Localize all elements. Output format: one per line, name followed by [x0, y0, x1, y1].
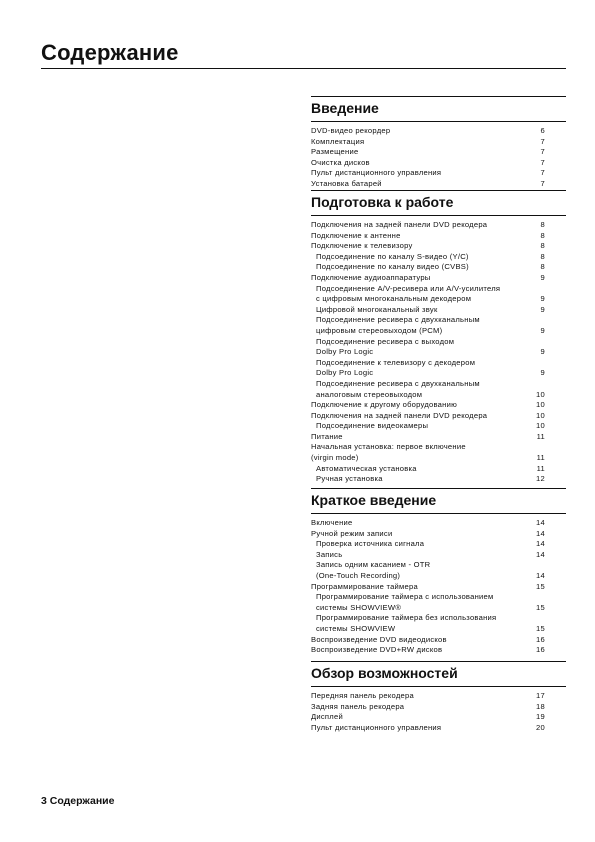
toc-entry-title: Подключение к антенне	[311, 230, 401, 240]
toc-entry-page: 14	[536, 549, 545, 559]
toc-entry-title: Пульт дистанционного управления	[311, 722, 442, 732]
toc-entry-page: 16	[536, 645, 545, 655]
toc-entry-page: 8	[540, 220, 545, 229]
toc-subentry[interactable]	[311, 379, 566, 390]
toc-entry-page: 9	[540, 347, 545, 357]
toc-entry-title: Воспроизведение DVD видеодисков	[311, 634, 447, 644]
toc-entry[interactable]	[311, 582, 566, 593]
toc-entry-page: 16	[536, 634, 545, 644]
toc-entry-title: цифровым стереовыходом (PCM)	[316, 325, 443, 335]
toc-entry[interactable]	[311, 220, 566, 231]
toc-entry-title: системы SHOWVIEW®	[316, 602, 402, 612]
toc-subentry-continued[interactable]	[311, 624, 566, 635]
toc-entry-page: 7	[540, 168, 545, 178]
toc-entry-title: Дисплей	[311, 712, 343, 722]
toc-entry-page	[545, 560, 566, 571]
toc-entry-page: 7	[540, 157, 545, 167]
toc-entry-title: Включение	[311, 518, 353, 527]
toc-entry-page: 15	[536, 602, 545, 612]
toc-entry-title: Dolby Pro Logic	[316, 368, 374, 378]
toc-subentry-continued[interactable]	[311, 571, 566, 582]
section-heading: Обзор возможностей	[311, 665, 458, 681]
toc-entry-title: Очистка дисков	[311, 157, 370, 167]
toc-entry[interactable]	[311, 158, 566, 169]
toc-entry-page: 9	[540, 294, 545, 304]
toc-subentry[interactable]	[311, 592, 566, 603]
toc-entry-page: 10	[536, 410, 545, 420]
toc-entry-page: 17	[536, 691, 545, 700]
toc-entry-title: Подсоединение ресивера с выходом	[316, 336, 455, 346]
toc-section-features-overview	[311, 661, 566, 733]
toc-entry-page	[545, 613, 566, 624]
toc-entry-page: 10	[536, 421, 545, 431]
toc-entry-title: Подключение к другому оборудованию	[311, 400, 458, 410]
toc-entry-title: Комплектация	[311, 136, 365, 146]
toc-entry-page	[545, 442, 566, 453]
toc-entry-page: 14	[536, 570, 545, 580]
toc-entry-page	[545, 315, 566, 326]
toc-entry[interactable]	[311, 645, 566, 656]
toc-entry-title: Размещение	[311, 147, 359, 157]
toc-entry-title: Dolby Pro Logic	[316, 347, 374, 357]
toc-entry-page: 14	[536, 528, 545, 538]
toc-entry-page: 10	[536, 400, 545, 410]
toc-entry[interactable]	[311, 168, 566, 179]
toc-entry-title: Проверка источника сигнала	[316, 539, 425, 549]
toc-entry-title: Подсоединение ресивера с двухканальным	[316, 378, 480, 388]
toc-entry-page: 15	[536, 623, 545, 633]
toc-entry-title: Подсоединение к телевизору с декодером	[316, 357, 476, 367]
toc-entry[interactable]	[311, 529, 566, 540]
toc-entry-page: 9	[540, 325, 545, 335]
toc-entry-title: Подсоединение по каналу S-видео (Y/C)	[316, 251, 469, 261]
title-rule	[41, 68, 566, 69]
toc-entry-title: Запись	[316, 549, 343, 559]
toc-subentry-continued[interactable]	[311, 390, 566, 401]
toc-section-preparation	[311, 190, 566, 485]
toc-entry[interactable]	[311, 635, 566, 646]
toc-entry-title: Подсоединение по каналу видео (CVBS)	[316, 262, 469, 272]
toc-entry-page: 11	[536, 463, 545, 473]
toc-entry[interactable]	[311, 432, 566, 443]
toc-entry-page	[545, 337, 566, 348]
toc-entry[interactable]	[311, 691, 566, 702]
toc-entry-page: 11	[536, 431, 545, 441]
toc-entry-title: Подсоединение ресивера с двухканальным	[316, 315, 480, 325]
toc-section-quick-start	[311, 488, 566, 656]
toc-subentry[interactable]	[311, 252, 566, 263]
toc-subentry[interactable]	[311, 464, 566, 475]
page-footer	[41, 795, 114, 807]
toc-entry-page: 15	[536, 581, 545, 591]
toc-entry-page: 9	[540, 304, 545, 314]
toc-entry-page: 6	[540, 126, 545, 135]
toc-entry-title: системы SHOWVIEW	[316, 623, 396, 633]
toc-entry-page: 10	[536, 389, 545, 399]
toc-entry-title: Подключения на задней панели DVD рекодера	[311, 220, 488, 229]
toc-entry-title: Подключение к телевизору	[311, 241, 413, 251]
toc-subentry[interactable]	[311, 474, 566, 485]
toc-entry-title: Воспроизведение DVD+RW дисков	[311, 645, 443, 655]
section-heading: Краткое введение	[311, 492, 437, 508]
toc-entry-page: 18	[536, 701, 545, 711]
toc-entry-title: Пульт дистанционного управления	[311, 168, 442, 178]
toc-entry-title: Подсоединение видеокамеры	[316, 421, 429, 431]
toc-entry-page: 8	[540, 230, 545, 240]
toc-subentry-continued[interactable]	[311, 603, 566, 614]
toc-entry-page: 7	[540, 178, 545, 188]
section-heading: Введение	[311, 100, 379, 116]
section-entries	[311, 215, 566, 485]
toc-subentry-continued[interactable]	[311, 326, 566, 337]
toc-entry[interactable]	[311, 400, 566, 411]
toc-entry-title: Передняя панель рекодера	[311, 691, 414, 700]
toc-subentry[interactable]	[311, 421, 566, 432]
toc-entry-page: 7	[540, 136, 545, 146]
toc-entry-title: Установка батарей	[311, 178, 382, 188]
section-entries	[311, 121, 566, 190]
toc-entry[interactable]	[311, 126, 566, 137]
toc-entry-page: 12	[536, 474, 545, 484]
toc-subentry[interactable]	[311, 550, 566, 561]
toc-entry-title: с цифровым многоканальным декодером	[316, 294, 472, 304]
toc-entry[interactable]	[311, 712, 566, 723]
toc-entry-title: Подсоединение A/V-ресивера или A/V-усилителя	[316, 283, 501, 293]
toc-entry-title: Питание	[311, 431, 343, 441]
toc-subentry[interactable]	[311, 560, 566, 571]
toc-entry-page	[545, 358, 566, 369]
toc-entry-page: 14	[536, 539, 545, 549]
toc-entry[interactable]	[311, 442, 566, 453]
toc-entry-page	[545, 284, 566, 295]
toc-entry-page: 7	[540, 147, 545, 157]
toc-entry-title: (virgin mode)	[311, 453, 359, 463]
toc-entry-page: 9	[540, 368, 545, 378]
toc-entry-page	[545, 592, 566, 603]
toc-entry-title: Запись одним касанием - OTR	[316, 560, 431, 570]
toc-entry-page: 9	[540, 272, 545, 282]
toc-subentry-continued[interactable]	[311, 347, 566, 358]
toc-entry[interactable]	[311, 147, 566, 158]
section-entries	[311, 513, 566, 656]
toc-entry-title: аналоговым стереовыходом	[316, 389, 423, 399]
toc-entry-page: 20	[536, 722, 545, 732]
toc-entry-title: Задняя панель рекодера	[311, 701, 405, 711]
toc-subentry[interactable]	[311, 284, 566, 295]
toc-entry-title: Ручная установка	[316, 474, 383, 484]
toc-subentry[interactable]	[311, 539, 566, 550]
toc-subentry-continued[interactable]	[311, 368, 566, 379]
toc-section-introduction	[311, 96, 566, 190]
toc-subentry[interactable]	[311, 262, 566, 273]
toc-entry-page	[545, 379, 566, 390]
toc-entry[interactable]	[311, 137, 566, 148]
toc-entry-title: Программирование таймера без использования	[316, 613, 497, 623]
toc-entry-title: (One-Touch Recording)	[316, 570, 401, 580]
toc-entry-page: 8	[540, 241, 545, 251]
toc-entry-title: Программирование таймера с использованием	[316, 592, 494, 602]
page-number: 3	[41, 795, 47, 807]
toc-entry[interactable]	[311, 518, 566, 529]
toc-entry-title: Ручной режим записи	[311, 528, 393, 538]
toc-subentry[interactable]	[311, 613, 566, 624]
toc-entry-continued[interactable]	[311, 453, 566, 464]
toc-entry[interactable]	[311, 179, 566, 190]
toc-entry[interactable]	[311, 723, 566, 734]
toc-entry[interactable]	[311, 241, 566, 252]
toc-entry-title: Начальная установка: первое включение	[311, 442, 466, 452]
toc-subentry[interactable]	[311, 305, 566, 316]
section-heading: Подготовка к работе	[311, 194, 454, 210]
toc-entry-title: DVD-видео рекордер	[311, 126, 391, 135]
section-entries	[311, 686, 566, 733]
toc-entry-page: 14	[536, 518, 545, 527]
toc-entry-title: Автоматическая установка	[316, 463, 417, 473]
toc-subentry[interactable]	[311, 315, 566, 326]
toc-entry-title: Подключения на задней панели DVD рекодера	[311, 410, 488, 420]
footer-label: Содержание	[49, 795, 115, 807]
toc-entry[interactable]	[311, 231, 566, 242]
toc-entry[interactable]	[311, 273, 566, 284]
page-title: Содержание	[41, 40, 179, 65]
toc-subentry-continued[interactable]	[311, 294, 566, 305]
toc-entry[interactable]	[311, 702, 566, 713]
toc-entry-title: Подключение аудиоаппаратуры	[311, 272, 431, 282]
toc-entry[interactable]	[311, 411, 566, 422]
toc-subentry[interactable]	[311, 358, 566, 369]
toc-entry-title: Программирование таймера	[311, 581, 418, 591]
toc-entry-page: 11	[536, 453, 545, 463]
toc-entry-page: 8	[540, 262, 545, 272]
toc-entry-title: Цифровой многоканальный звук	[316, 304, 438, 314]
toc-subentry[interactable]	[311, 337, 566, 348]
toc-entry-page: 19	[536, 712, 545, 722]
toc-entry-page: 8	[540, 251, 545, 261]
